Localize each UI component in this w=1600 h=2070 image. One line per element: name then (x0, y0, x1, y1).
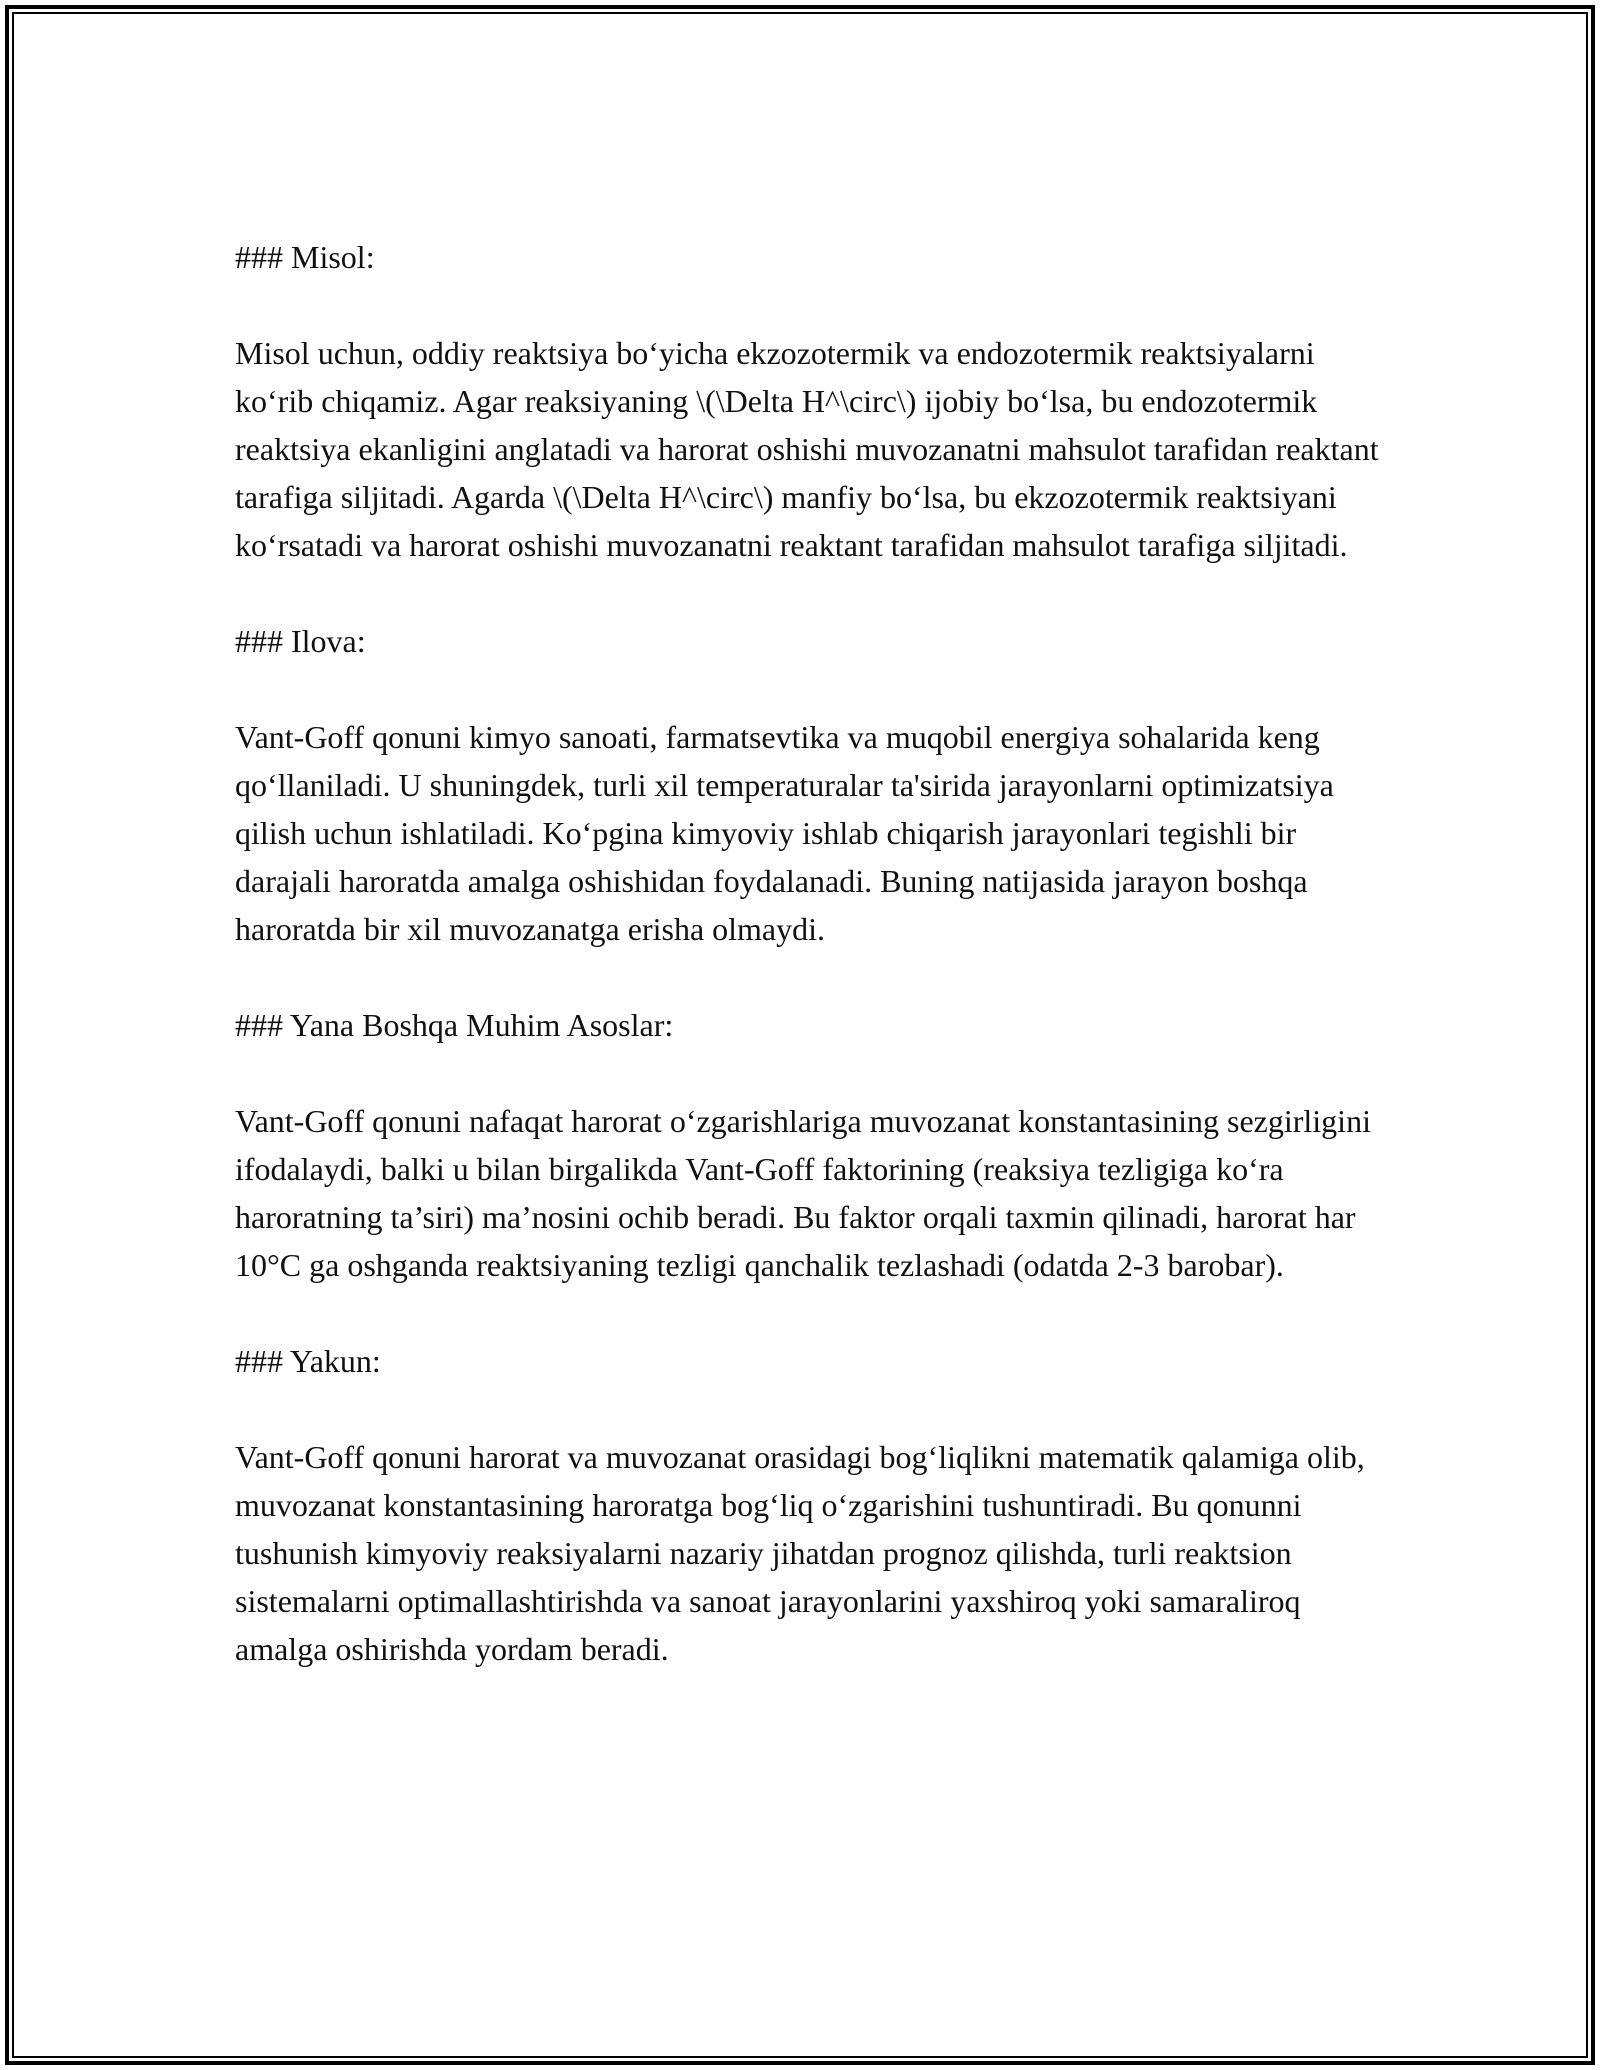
section-heading-ilova: ### Ilova: (235, 623, 366, 659)
section-paragraph-misol: Misol uchun, oddiy reaktsiya bo‘yicha ekzozotermik va endozotermik reaktsiyalarni ko‘rib chiqamiz. Agar reaksiyaning \(\Delta H^\circ\) ijobiy bo‘lsa, bu endozotermik reaktsiya ekanligini anglatadi va harorat oshishi muvozanatni mahsulot tarafidan reaktant tarafiga siljitadi. Agarda \(\Delta H^\circ\) manfiy bo‘lsa, bu ekzozotermik reaktsiyani ko‘rsatadi va harorat oshishi muvozanatni reaktant tarafidan mahsulot tarafiga siljitadi. (235, 335, 1379, 563)
section-heading-muhim-asoslar: ### Yana Boshqa Muhim Asoslar: (235, 1007, 674, 1043)
document-body (235, 233, 1385, 1721)
section-heading-yakun: ### Yakun: (235, 1343, 381, 1379)
section-heading-misol: ### Misol: (235, 239, 375, 275)
section-paragraph-muhim-asoslar: Vant-Goff qonuni nafaqat harorat o‘zgarishlariga muvozanat konstantasining sezgirligini ifodalaydi, balki u bilan birgalikda Vant-Goff faktorining (reaksiya tezligiga ko‘ra haroratning ta’siri) ma’nosini ochib beradi. Bu faktor orqali taxmin qilinadi, harorat har 10°C ga oshganda reaktsiyaning tezligi qanchalik tezlashadi (odatda 2-3 barobar). (235, 1103, 1371, 1283)
section-paragraph-yakun: Vant-Goff qonuni harorat va muvozanat orasidagi bog‘liqlikni matematik qalamiga olib, muvozanat konstantasining haroratga bog‘liq o‘zgarishini tushuntiradi. Bu qonunni tushunish kimyoviy reaksiyalarni nazariy jihatdan prognoz qilishda, turli reaktsion sistemalarni optimallashtirishda va sanoat jarayonlarini yaxshiroq yoki samaraliroq amalga oshirishda yordam beradi. (235, 1439, 1365, 1667)
section-paragraph-ilova: Vant-Goff qonuni kimyo sanoati, farmatsevtika va muqobil energiya sohalarida keng qo‘llaniladi. U shuningdek, turli xil temperaturalar ta'sirida jarayonlarni optimizatsiya qilish uchun ishlatiladi. Ko‘pgina kimyoviy ishlab chiqarish jarayonlari tegishli bir darajali haroratda amalga oshishidan foydalanadi. Buning natijasida jarayon boshqa haroratda bir xil muvozanatga erisha olmaydi. (235, 719, 1334, 947)
